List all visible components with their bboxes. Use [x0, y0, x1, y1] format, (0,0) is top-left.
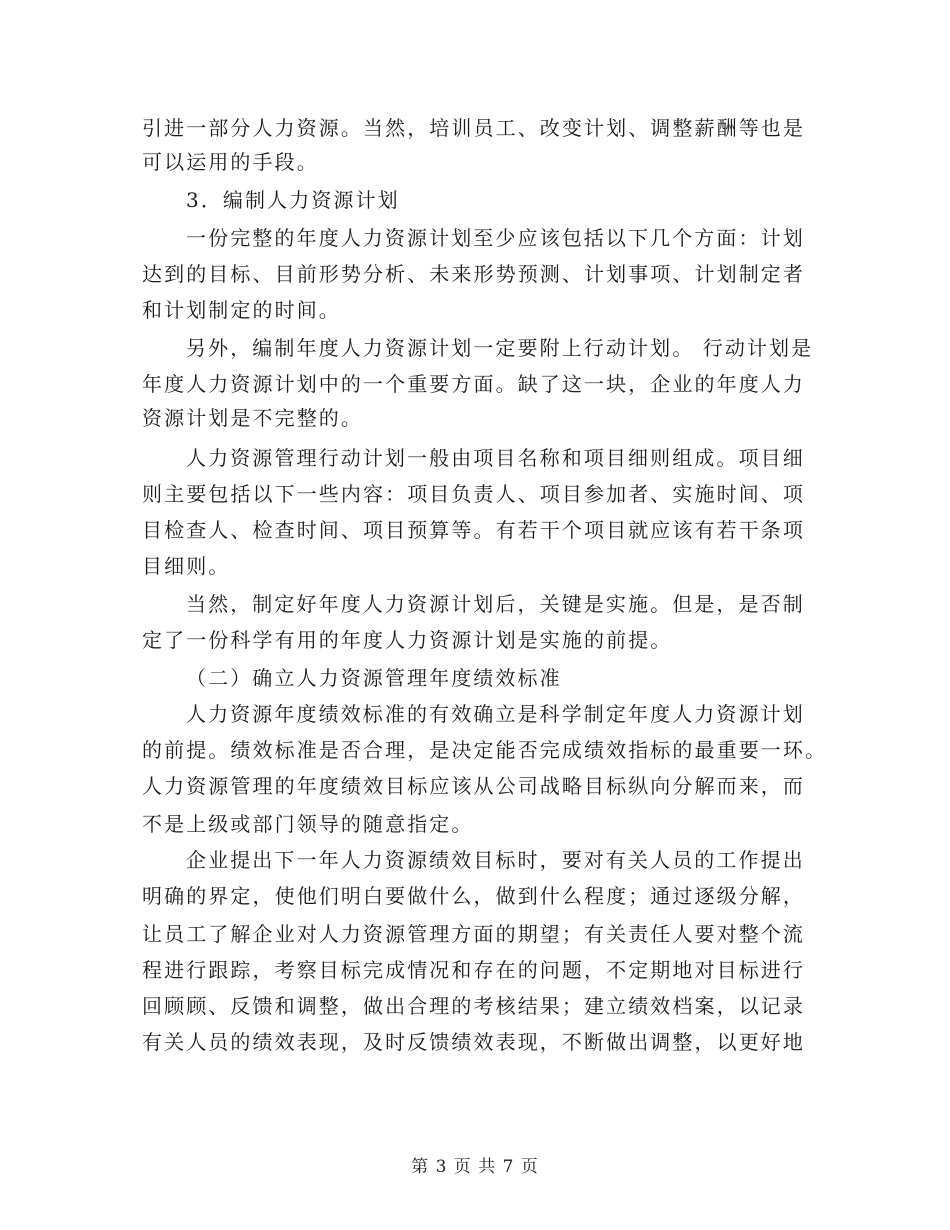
text-line: 人力资源管理行动计划一般由项目名称和项目细则组成。项目细: [186, 446, 805, 470]
text-line: 当然，制定好年度人力资源计划后，关键是实施。但是，是否制: [186, 592, 805, 616]
text-line: 达到的目标、目前形势分析、未来形势预测、计划事项、计划制定者: [142, 262, 805, 286]
text-line: 不是上级或部门领导的随意指定。: [142, 812, 474, 836]
text-line: 可以运用的手段。: [142, 150, 319, 174]
text-line: 目细则。: [142, 554, 231, 578]
text-line: 有关人员的绩效表现，及时反馈绩效表现，不断做出调整，以更好地: [142, 1030, 805, 1054]
page-footer: 第 3 页 共 7 页: [411, 1157, 539, 1177]
text-line: 人力资源管理的年度绩效目标应该从公司战略目标纵向分解而来，而: [142, 774, 805, 798]
text-line: 人力资源年度绩效标准的有效确立是科学制定年度人力资源计划: [186, 702, 805, 726]
text-line: 和计划制定的时间。: [142, 298, 341, 322]
section-heading: 3．编制人力资源计划: [186, 188, 400, 212]
text-line: 另外，编制年度人力资源计划一定要附上行动计划。 行动计划是: [186, 336, 814, 360]
text-line: 资源计划是不完整的。: [142, 406, 363, 430]
text-line: 明确的界定，使他们明白要做什么，做到什么程度；通过逐级分解，: [142, 884, 805, 908]
text-line: 企业提出下一年人力资源绩效目标时，要对有关人员的工作提出: [186, 848, 805, 872]
text-line: 回顾顾、反馈和调整，做出合理的考核结果；建立绩效档案，以记录: [142, 994, 805, 1018]
text-line: 一份完整的年度人力资源计划至少应该包括以下几个方面：计划: [186, 226, 805, 250]
text-line: 定了一份科学有用的年度人力资源计划是实施的前提。: [142, 628, 673, 652]
text-line: 让员工了解企业对人力资源管理方面的期望；有关责任人要对整个流: [142, 922, 805, 946]
text-line: 目检查人、检查时间、项目预算等。有若干个项目就应该有若干条项: [142, 518, 805, 542]
text-line: 程进行跟踪，考察目标完成情况和存在的问题，不定期地对目标进行: [142, 958, 805, 982]
text-line: 引进一部分人力资源。当然，培训员工、改变计划、调整薪酬等也是: [142, 116, 805, 140]
text-line: 则主要包括以下一些内容：项目负责人、项目参加者、实施时间、项: [142, 482, 805, 506]
text-line: 的前提。绩效标准是否合理，是决定能否完成绩效指标的最重要一环。: [142, 738, 828, 762]
section-heading: （二）确立人力资源管理年度绩效标准: [186, 666, 562, 690]
text-line: 年度人力资源计划中的一个重要方面。缺了这一块，企业的年度人力: [142, 372, 805, 396]
